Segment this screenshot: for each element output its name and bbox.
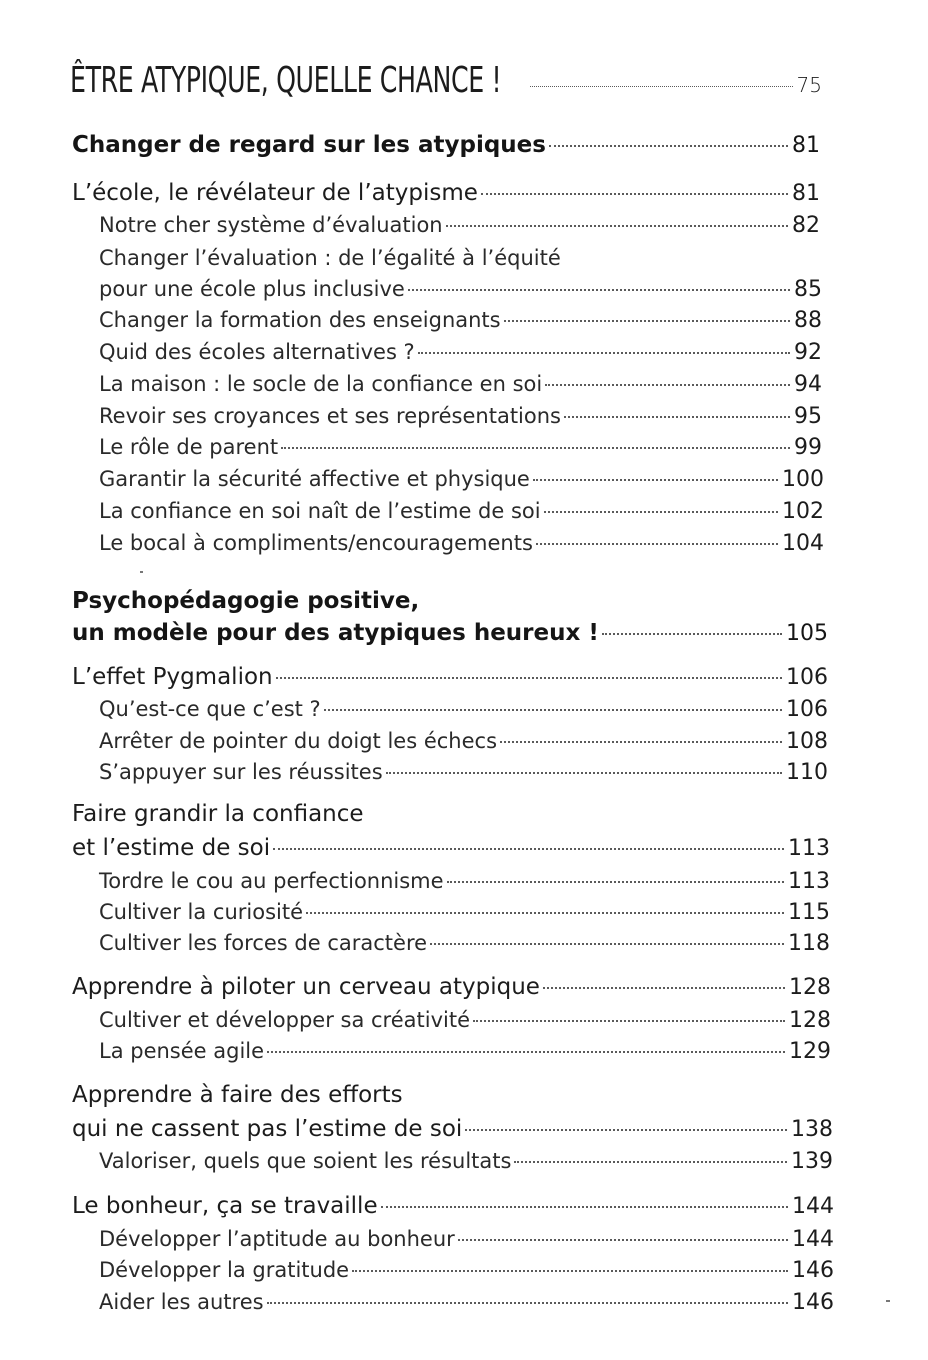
toc-entry-label: Aider les autres	[99, 1290, 264, 1314]
page-number: 106	[786, 697, 828, 722]
toc-entry-label: Cultiver les forces de caractère	[99, 931, 428, 955]
dot-leader	[545, 384, 790, 386]
dot-leader	[549, 145, 788, 147]
toc-subsection-entry	[99, 1258, 834, 1283]
toc-entry-label: et l’estime de soi	[72, 835, 271, 861]
toc-entry-label: Le bonheur, ça se travaille	[72, 1193, 378, 1219]
page-number: 94	[794, 372, 822, 397]
toc-subsection-entry	[99, 1290, 834, 1315]
dot-leader	[386, 772, 782, 774]
page-number: 113	[788, 869, 830, 894]
dot-leader	[530, 86, 793, 87]
toc-subsection-entry	[99, 213, 820, 238]
toc-chapter-entry	[72, 180, 820, 206]
toc-entry-label: Revoir ses croyances et ses représentations	[99, 404, 561, 428]
dot-leader	[267, 1051, 785, 1053]
toc-entry-label: Cultiver et développer sa créativité	[99, 1008, 471, 1032]
toc-subsection-entry	[99, 869, 830, 894]
dot-leader	[446, 225, 788, 227]
toc-subsection-entry	[99, 340, 822, 365]
page-number: 75	[796, 73, 822, 97]
dot-leader	[543, 987, 785, 989]
toc-entry-label: qui ne cassent pas l’estime de soi	[72, 1116, 463, 1142]
toc-entry-label: Cultiver la curiosité	[99, 900, 304, 924]
dot-leader	[324, 709, 782, 711]
toc-subsection-entry	[99, 931, 830, 956]
toc-subsection-entry	[99, 467, 824, 492]
toc-entry-label: La confiance en soi naît de l’estime de soi	[99, 499, 541, 523]
toc-entry-label: Le rôle de parent	[99, 435, 279, 459]
dot-leader	[465, 1129, 787, 1131]
toc-subsection-entry	[99, 372, 822, 397]
toc-chapter-label-line: Apprendre à faire des efforts	[72, 1082, 403, 1108]
toc-entry-label: Développer l’aptitude au bonheur	[99, 1227, 455, 1251]
dot-leader	[602, 633, 782, 635]
page-number: 128	[789, 975, 831, 1000]
page-number: 81	[792, 133, 820, 158]
toc-chapter-entry	[72, 1116, 833, 1142]
toc-part-heading	[72, 132, 820, 158]
toc-entry-label: Arrêter de pointer du doigt les échecs	[99, 729, 498, 753]
toc-entry-label: Valoriser, quels que soient les résultats	[99, 1149, 512, 1173]
scan-speck	[140, 571, 143, 573]
toc-entry-label: Changer de regard sur les atypiques	[72, 132, 546, 158]
toc-entry-label: Tordre le cou au perfectionnisme	[99, 869, 444, 893]
toc-subsection-entry	[99, 697, 828, 722]
page-number: 128	[789, 1008, 831, 1033]
page-number: 88	[794, 308, 822, 333]
page-number: 81	[792, 181, 820, 206]
page-number: 138	[791, 1117, 833, 1142]
toc-chapter-label-line: Faire grandir la confiance	[72, 801, 364, 827]
page-number: 95	[794, 404, 822, 429]
toc-entry-label: La pensée agile	[99, 1039, 265, 1063]
dot-leader	[281, 447, 790, 449]
toc-entry-label: Le bocal à compliments/encouragements	[99, 531, 533, 555]
dot-leader	[544, 511, 778, 513]
toc-title-entry	[70, 60, 822, 112]
toc-subsection-entry	[99, 531, 824, 556]
dot-leader	[408, 289, 790, 291]
dot-leader	[536, 543, 778, 545]
dot-leader	[458, 1239, 788, 1241]
toc-subsection-entry	[99, 1149, 833, 1174]
dot-leader	[273, 848, 784, 850]
toc-entry-label: pour une école plus inclusive	[99, 277, 405, 301]
toc-entry-label: Notre cher système d’évaluation	[99, 213, 443, 237]
page-number: 118	[788, 931, 830, 956]
toc-entry-label: L’effet Pygmalion	[72, 664, 273, 690]
toc-chapter-entry	[72, 664, 828, 690]
toc-entry-label: La maison : le socle de la confiance en soi	[99, 372, 543, 396]
toc-part-heading	[72, 620, 828, 646]
page-number: 115	[788, 900, 830, 925]
page-number: 113	[788, 836, 830, 861]
toc-subsection-entry	[99, 1008, 831, 1033]
toc-entry-label: L’école, le révélateur de l’atypisme	[72, 180, 478, 206]
dot-leader	[267, 1302, 788, 1304]
toc-entry-label: Développer la gratitude	[99, 1258, 350, 1282]
page-number: 129	[789, 1039, 831, 1064]
dot-leader	[418, 352, 790, 354]
page-number: 100	[782, 467, 824, 492]
page-number: 108	[786, 729, 828, 754]
page-number: 139	[791, 1149, 833, 1174]
dot-leader	[352, 1270, 788, 1272]
toc-subsection-entry	[99, 308, 822, 333]
page-number: 99	[794, 435, 822, 460]
page-number: 102	[782, 499, 824, 524]
toc-subsection-entry	[99, 499, 824, 524]
toc-chapter-entry	[72, 835, 830, 861]
toc-part-heading-line: Psychopédagogie positive,	[72, 588, 420, 614]
toc-subsection-entry	[99, 435, 822, 460]
toc-entry-label: Changer la formation des enseignants	[99, 308, 501, 332]
toc-entry-label: Apprendre à piloter un cerveau atypique	[72, 974, 540, 1000]
dot-leader	[381, 1206, 788, 1208]
dot-leader	[500, 741, 782, 743]
dot-leader	[514, 1161, 787, 1163]
page-number: 106	[786, 665, 828, 690]
page-number: 104	[782, 531, 824, 556]
toc-chapter-entry	[72, 1193, 834, 1219]
toc-title: ÊTRE ATYPIQUE, QUELLE CHANCE !	[70, 60, 502, 101]
toc-chapter-entry	[72, 974, 831, 1000]
toc-subsection-entry	[99, 277, 822, 302]
dot-leader	[504, 320, 790, 322]
dot-leader	[481, 193, 788, 195]
page-number: 146	[792, 1290, 834, 1315]
toc-entry-label: Quid des écoles alternatives ?	[99, 340, 415, 364]
toc-subsection-entry	[99, 900, 830, 925]
toc-subsection-entry	[99, 1039, 831, 1064]
dot-leader	[447, 881, 784, 883]
toc-entry-label: S’appuyer sur les réussites	[99, 760, 383, 784]
page-number: 105	[786, 621, 828, 646]
toc-subsection-entry	[99, 404, 822, 429]
page-number: 110	[786, 760, 828, 785]
page-number: 82	[792, 213, 820, 238]
dot-leader	[306, 912, 784, 914]
dot-leader	[276, 677, 782, 679]
toc-entry-label: Qu’est-ce que c’est ?	[99, 697, 321, 721]
toc-subsection-entry	[99, 729, 828, 754]
page-number: 146	[792, 1258, 834, 1283]
dot-leader	[430, 943, 784, 945]
toc-subsection-entry	[99, 1227, 834, 1252]
toc-subsection-entry	[99, 760, 828, 785]
toc-subsection-label-line: Changer l’évaluation : de l’égalité à l’équité	[99, 246, 561, 270]
toc-entry-label: Garantir la sécurité affective et physique	[99, 467, 530, 491]
scan-speck	[886, 1300, 890, 1302]
page-number: 144	[792, 1194, 834, 1219]
dot-leader	[533, 479, 778, 481]
dot-leader	[473, 1020, 785, 1022]
page-number: 85	[794, 277, 822, 302]
dot-leader	[564, 416, 790, 418]
toc-entry-label: un modèle pour des atypiques heureux !	[72, 620, 599, 646]
page-number: 92	[794, 340, 822, 365]
page-number: 144	[792, 1227, 834, 1252]
